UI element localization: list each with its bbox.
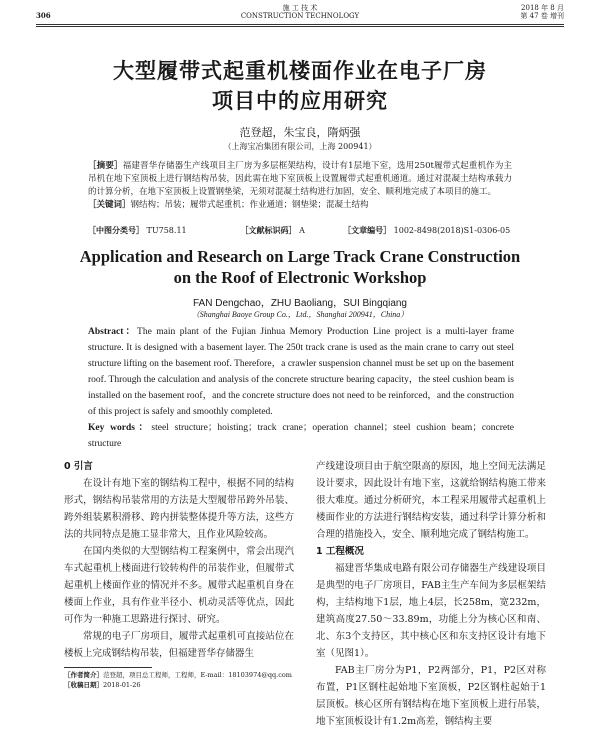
title-en bbox=[0, 246, 600, 288]
author-bio-label: ［作者简介］ bbox=[64, 671, 103, 679]
title-cn-line2: 项目中的应用研究 bbox=[212, 89, 388, 113]
clc-value: TU758.11 bbox=[146, 226, 187, 235]
keywords-en-text: steel structure；hoisting；track crane；operation channel；steel cushion beam；concrete structure bbox=[88, 423, 514, 449]
title-cn-line1: 大型履带式起重机楼面作业在电子厂房 bbox=[113, 59, 487, 83]
journal-name-cn: 施 工 技 术 bbox=[282, 4, 318, 12]
header-rule-thin bbox=[36, 26, 564, 27]
doc-code-label: ［文献标识码］ bbox=[240, 225, 297, 235]
received-date-text: 2018-01-26 bbox=[103, 681, 141, 689]
abstract-en-label: Abstract： bbox=[88, 327, 138, 337]
issue-volume: 第 47 卷 增刊 bbox=[520, 12, 564, 20]
paragraph: 在国内类似的大型钢结构工程案例中，常会出现汽车式起重机上楼面进行铰转构件的吊装作业，但履带式起重机上楼面作业的情况并不多。履带式起重机自身在楼面上作业，具有作业半径小、机动灵活等优点，因此可作为一种施工思路进行探讨、研究。 bbox=[64, 546, 294, 625]
abstract-cn-label: ［摘要］ bbox=[88, 161, 123, 171]
authors-en: FAN Dengchao，ZHU Baoliang，SUI Bingqiang bbox=[193, 298, 407, 309]
title-en-line1: Application and Research on Large Track Crane Construction bbox=[79, 247, 521, 266]
footnote-rule bbox=[64, 667, 152, 668]
authors-cn: 范登超，朱宝良，隋炳强 bbox=[239, 126, 361, 139]
keywords-cn-text: 钢结构；吊装；履带式起重机；作业通道；钢垫梁；混凝土结构 bbox=[130, 200, 369, 210]
paragraph: 常规的电子厂房项目，履带式起重机可直接站位在楼板上完成钢结构吊装，但福建晋华存储器生 bbox=[64, 631, 294, 659]
keywords-cn-label: ［关键词］ bbox=[88, 200, 131, 210]
footnote bbox=[64, 670, 294, 690]
body-column-left bbox=[64, 458, 294, 662]
abstract-en-text: The main plant of the Fujian Jinhua Memory Production Line project is a multi-layer frame structure. It is designed with a basement layer. The 250t track crane is used as the main crane to carry out steel structure lifting on the basement roof. Therefore，a crawler suspension channel must be set up on the basement roof. Through the calculation and analysis of the concrete structure bearing capacity，the steel cushion beam is installed on the basement roof，and the concrete structure does not need to be reinforced，and the construction of this project is safely and smoothly completed. bbox=[88, 327, 514, 417]
header-rule bbox=[36, 24, 564, 25]
title-en-line2: on the Roof of Electronic Workshop bbox=[173, 268, 427, 287]
received-date-label: ［收稿日期］ bbox=[64, 681, 103, 689]
keywords-en-label: Key words： bbox=[88, 423, 152, 433]
affiliation-en: （Shanghai Baoye Group Co.，Ltd.，Shanghai 200941，China） bbox=[191, 310, 409, 319]
doc-code-value: A bbox=[299, 226, 305, 235]
paragraph: 福建晋华集成电路有限公司存储器生产线建设项目是典型的电子厂房项目，FAB主生产车间为多层框架结构，主结构地下1层，地上4层，长258m，宽232m，建筑高度27.50～33.89m，功能上分为核心区和南、北、东3个支持区，其中核心区和东支持区设计有地下室（见图1）。 bbox=[316, 563, 546, 659]
article-number-label: ［文章编号］ bbox=[343, 225, 392, 235]
affiliation-cn: （上海宝冶集团有限公司，上海 200941） bbox=[223, 142, 377, 151]
classification-line bbox=[88, 225, 512, 236]
clc-label: ［中图分类号］ bbox=[88, 225, 144, 235]
paragraph: FAB主厂房分为P1，P2两部分，P1，P2区对称布置，P1区钢柱起始地下室顶板，P2区钢柱起始于1层顶板。核心区所有钢结构在地下室顶板上进行吊装，地下室顶板设计有1.2m高差，钢结构主要 bbox=[316, 665, 546, 727]
section-heading-overview: 1 工程概况 bbox=[316, 546, 364, 557]
page-number: 306 bbox=[36, 11, 51, 20]
journal-name bbox=[36, 4, 564, 20]
journal-name-en: CONSTRUCTION TECHNOLOGY bbox=[240, 12, 360, 20]
issue-info bbox=[520, 4, 564, 20]
paragraph: 在设计有地下室的钢结构工程中，根据不同的结构形式，钢结构吊装常用的方法是大型履带吊跨外吊装、跨外组装累积滑移、跨内拼装整体提升等方法，这些方法的共同特点是施工显非常大，且作业风险较高。 bbox=[64, 478, 294, 540]
abstract-en bbox=[88, 324, 514, 452]
author-bio-text: 范登超，项目总工程师，工程师，E-mail：18103974@qq.com bbox=[103, 671, 292, 679]
article-number-value: 1002-8498(2018)S1-0306-05 bbox=[393, 226, 511, 235]
abstract-cn-text: 福建晋华存储器生产线项目主厂房为多层框架结构，设计有1层地下室，选用250t履带式起重机作为主吊机在地下室顶板上进行钢结构吊装，因此需在地下室顶板上设置履带式起重机通道。通过对混凝土结构承载力的计算分析，在地下室顶板上设置钢垫梁，无须对混凝土结构进行加固，安全、顺利地完成了本项目的施工。 bbox=[88, 161, 512, 197]
body-column-right bbox=[316, 458, 546, 730]
issue-date: 2018 年 8 月 bbox=[521, 4, 564, 12]
paragraph: 产线建设项目由于航空限高的原因，地上空间无法满足设计要求，因此设计有地下室，这就给钢结构施工带来很大难度。通过分析研究，本工程采用履带式起重机上楼面作业的方法进行钢结构安装，通过科学计算分析和合理的措施投入，安全、顺利地完成了钢结构施工。 bbox=[316, 461, 546, 540]
abstract-cn bbox=[88, 160, 512, 212]
title-cn bbox=[0, 56, 600, 116]
page-header bbox=[36, 4, 564, 24]
section-heading-intro: 0 引言 bbox=[64, 461, 93, 472]
